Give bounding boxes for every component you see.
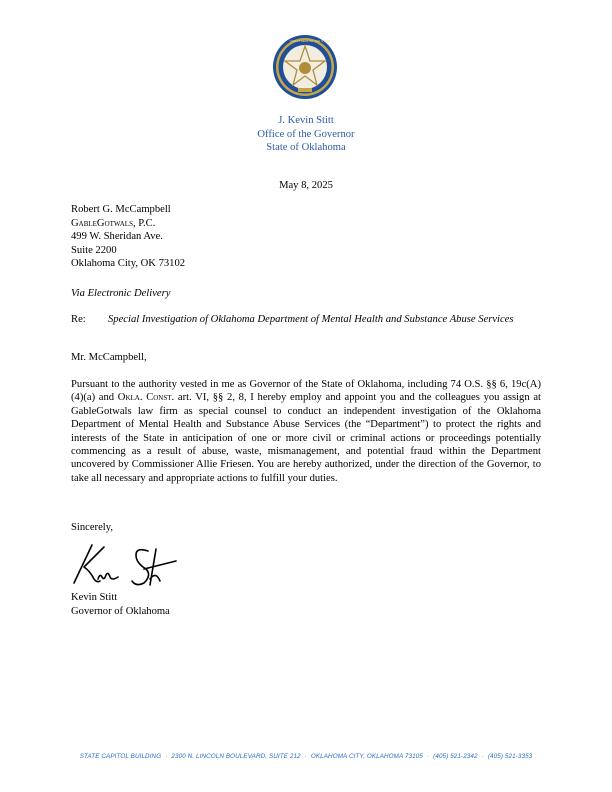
letterhead bbox=[0, 114, 612, 155]
governor-name: J. Kevin Stitt bbox=[278, 115, 334, 126]
footer-fax: (405) 521-3353 bbox=[487, 753, 533, 760]
const-abbrev: Const. bbox=[146, 392, 175, 404]
footer-building: STATE CAPITOL BUILDING bbox=[79, 753, 162, 760]
state-name: State of Oklahoma bbox=[266, 142, 346, 153]
separator: · bbox=[304, 753, 307, 760]
footer-address: 2300 N. LINCOLN BOULEVARD, SUITE 212 bbox=[171, 753, 301, 760]
re-subject: Special Investigation of Oklahoma Department of Mental Health and Substance Abuse Services bbox=[108, 314, 514, 325]
separator: · bbox=[165, 753, 168, 760]
signer-name: Kevin Stitt bbox=[71, 592, 118, 603]
body-text-2: art. VI, §§ 2, 8, I hereby employ and appoint you and the colleagues you assign at GableGotwals law firm as special counsel to conduct an independent investigation of the Oklahoma Department of Mental Health and Substance Abuse Services (the “Department”) to protect the rights and interests of the State in anticipation of one or more civil or criminal actions or proceedings potentially commencing as a result of abuse, waste, mismanagement, and potential fraud within the Department uncovered by Commissioner Allie Friesen. You are hereby authorized, under the direction of the Governor, to take all necessary and appropriate actions to fulfill your duties. bbox=[71, 392, 541, 484]
letter-date: May 8, 2025 bbox=[279, 180, 333, 191]
recipient-address bbox=[71, 203, 185, 271]
oklahoma-seal-icon bbox=[272, 34, 338, 100]
recipient-suite: Suite 2200 bbox=[71, 244, 117, 256]
subject-line bbox=[71, 313, 541, 327]
recipient-city: Oklahoma City, OK 73102 bbox=[71, 258, 186, 269]
footer-city: OKLAHOMA CITY, OKLAHOMA 73105 bbox=[310, 753, 423, 760]
recipient-firm: GableGotwals, P.C. bbox=[71, 217, 156, 229]
letter-body bbox=[71, 378, 541, 485]
recipient-street: 499 W. Sheridan Ave. bbox=[71, 231, 163, 242]
signer-block bbox=[71, 591, 170, 618]
delivery-method: Via Electronic Delivery bbox=[71, 288, 171, 299]
okla-abbrev: Okla. bbox=[117, 392, 143, 404]
closing: Sincerely, bbox=[71, 522, 113, 533]
signer-title: Governor of Oklahoma bbox=[71, 605, 170, 617]
separator: · bbox=[426, 753, 430, 760]
office-name: Office of the Governor bbox=[257, 128, 355, 140]
re-label: Re: bbox=[71, 314, 86, 325]
body-text-1: Pursuant to the authority vested in me as Governor of the State of Oklahoma, including 74 O.S. §§ 6, 19c(A)(4)(a) and bbox=[71, 379, 541, 404]
recipient-name: Robert G. McCampbell bbox=[71, 204, 171, 215]
signature-icon bbox=[70, 541, 185, 589]
footer-contact bbox=[0, 753, 612, 760]
footer-phone: (405) 521-2342 bbox=[433, 753, 478, 760]
salutation: Mr. McCampbell, bbox=[71, 352, 147, 363]
svg-text:GREAT SEAL OF THE STATE: GREAT SEAL OF THE STATE bbox=[290, 39, 331, 43]
separator: · bbox=[481, 753, 484, 760]
